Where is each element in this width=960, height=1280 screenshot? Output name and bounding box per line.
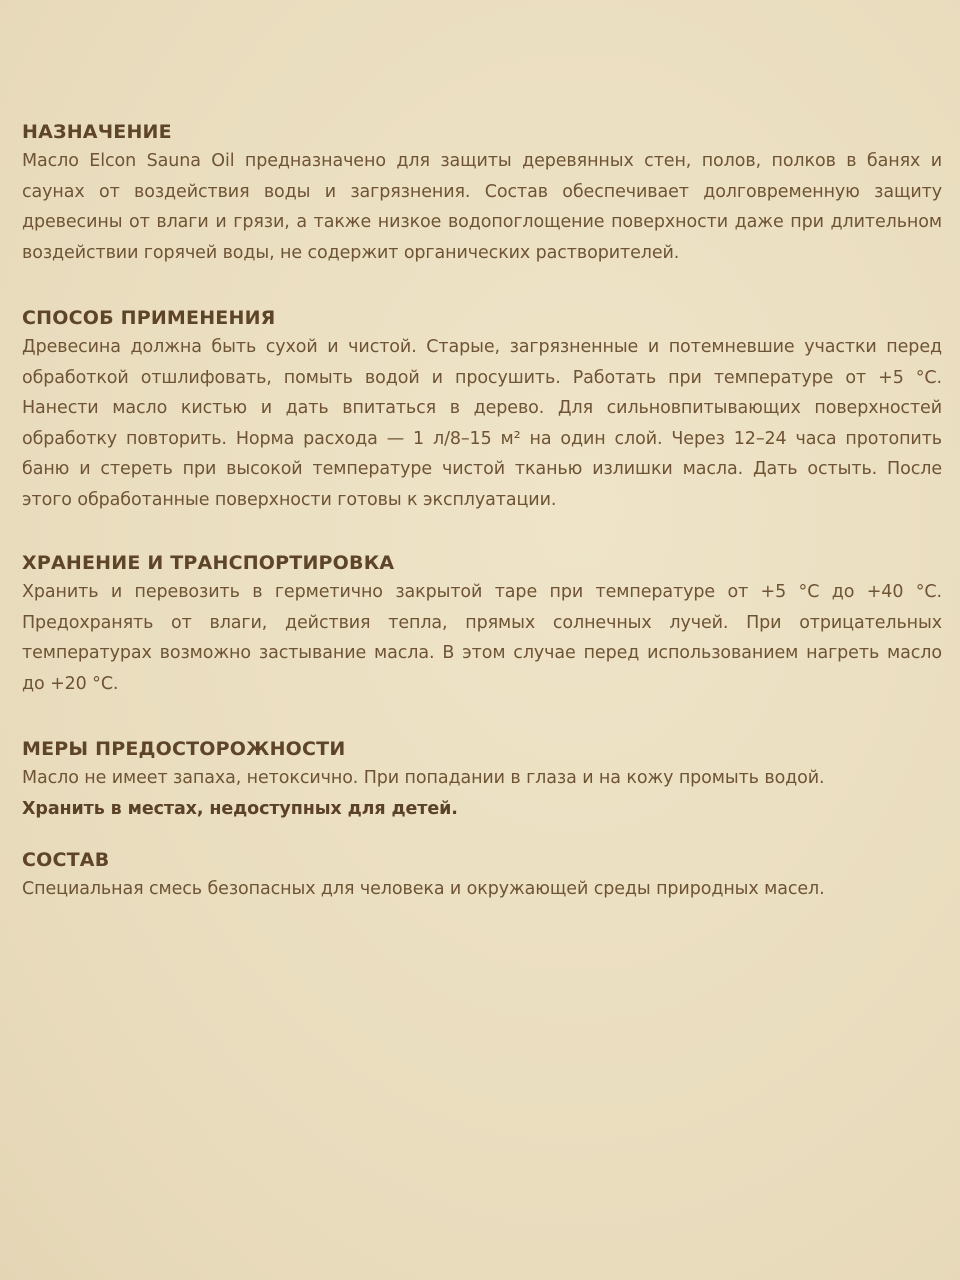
section-heading-purpose: НАЗНАЧЕНИЕ	[22, 121, 172, 143]
section-heading-composition: СОСТАВ	[22, 849, 110, 871]
section-warning-precautions: Хранить в местах, недоступных для детей.	[22, 798, 458, 819]
section-storage	[22, 549, 942, 699]
section-text-purpose: Масло Elcon Sauna Oil предназначено для защиты деревянных стен, полов, полков в банях и саунах от воздействия воды и загрязнения. Состав обеспечивает долговременную защиту древесины от влаги и грязи, а также низкое водопоглощение поверхности даже при длительном воздействии горячей воды, не содержит органических растворителей.	[22, 151, 942, 263]
section-text-storage: Хранить и перевозить в герметично закрытой таре при температуре от +5 °С до +40 °С. Предохранять от влаги, действия тепла, прямых солнечных лучей. При отрицательных температурах возможно застывание масла. В этом случае перед использованием нагреть масло до +20 °С.	[22, 582, 942, 694]
section-heading-application: СПОСОБ ПРИМЕНЕНИЯ	[22, 307, 276, 329]
section-text-application: Древесина должна быть сухой и чистой. Старые, загрязненные и потемневшие участки перед обработкой отшлифовать, помыть водой и просушить. Работать при температуре от +5 °С. Нанести масло кистью и дать впитаться в дерево. Для сильновпитывающих поверхностей обработку повторить. Норма расхода — 1 л/8–15 м² на один слой. Через 12–24 часа протопить баню и стереть при высокой температуре чистой тканью излишки масла. Дать остыть. После этого обработанные поверхности готовы к эксплуатации.	[22, 337, 942, 510]
section-text-composition: Специальная смесь безопасных для человека и окружающей среды природных масел.	[22, 879, 825, 899]
section-application	[22, 304, 942, 515]
section-heading-precautions: МЕРЫ ПРЕДОСТОРОЖНОСТИ	[22, 738, 346, 760]
section-text-precautions: Масло не имеет запаха, нетоксично. При попадании в глаза и на кожу промыть водой.	[22, 768, 825, 788]
section-purpose	[22, 118, 942, 268]
section-composition	[22, 846, 942, 905]
label-text-block	[22, 118, 942, 905]
section-precautions	[22, 735, 942, 824]
section-heading-storage: ХРАНЕНИЕ И ТРАНСПОРТИРОВКА	[22, 552, 395, 574]
